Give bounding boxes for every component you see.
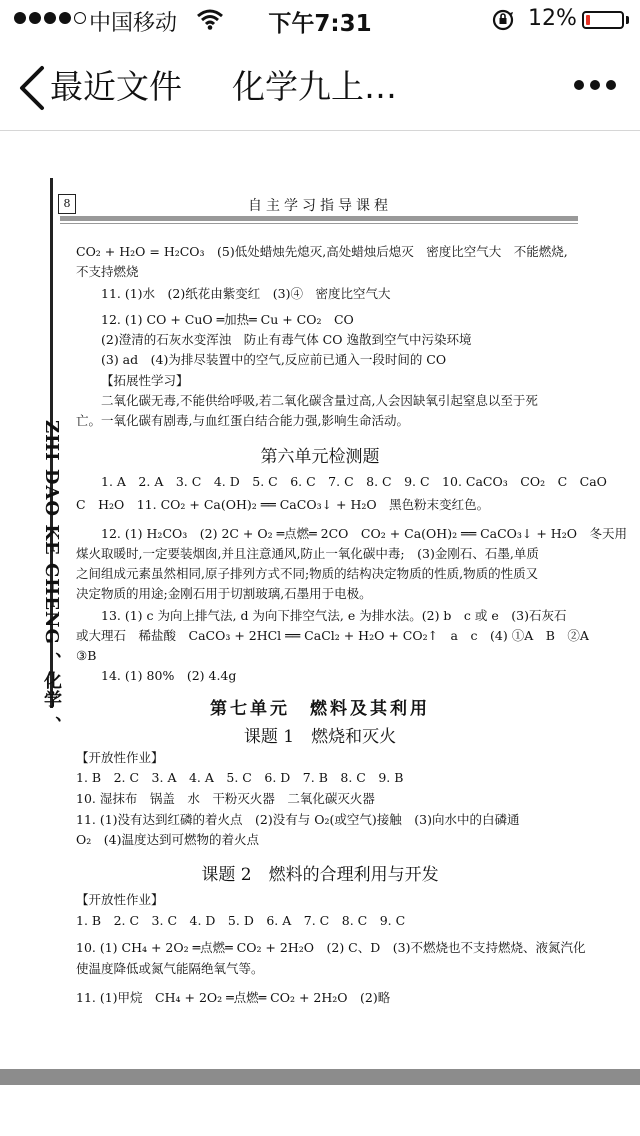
- lesson-title: 课题 1 燃烧和灭火: [243, 727, 397, 747]
- text-line: 1. A 2. A 3. C 4. D 5. C 6. C 7. C 8. C 9. C 10. CaCO₃ CO₂ C CaO: [101, 474, 607, 489]
- spine-label: ZHI DAO KE CHENG 、化学 、: [41, 420, 62, 736]
- text-line: CO₂ + H₂O = H₂CO₃ (5)低处蜡烛先熄灭,高处蜡烛后熄灭 密度比空气大 不能燃烧,: [76, 244, 568, 259]
- section-title: 第六单元检测题: [260, 447, 380, 467]
- header-rule: [60, 216, 578, 221]
- more-options-icon[interactable]: [574, 80, 616, 90]
- text-line: 11. (1)没有达到红磷的着火点 (2)没有与 O₂(或空气)接触 (3)向水中的白磷通: [76, 812, 520, 827]
- text-line: C H₂O 11. CO₂ + Ca(OH)₂ ══ CaCO₃↓ + H₂O 黑色粉末变红色。: [76, 497, 490, 512]
- text-line: 二氧化碳无毒,不能供给呼吸,若二氧化碳含量过高,人会因缺氧引起窒息以至于死: [101, 393, 538, 408]
- header-rule-thin: [60, 223, 578, 224]
- battery-icon: [582, 11, 624, 29]
- text-line: 14. (1) 80% (2) 4.4g: [101, 668, 237, 683]
- text-line: 1. B 2. C 3. A 4. A 5. C 6. D 7. B 8. C 9. B: [76, 770, 404, 785]
- bottom-scroll-bar[interactable]: [0, 1069, 640, 1085]
- text-line: 亡。一氧化碳有剧毒,与血红蛋白结合能力强,影响生命活动。: [76, 413, 409, 428]
- text-line: 1. B 2. C 3. C 4. D 5. D 6. A 7. C 8. C 9. C: [76, 913, 406, 928]
- text-line: 12. (1) CO + CuO ═加热═ Cu + CO₂ CO: [101, 312, 354, 327]
- unit-title: 第七单元 燃料及其利用: [210, 699, 430, 719]
- lesson-title: 课题 2 燃料的合理利用与开发: [201, 865, 439, 885]
- carrier-name: 中国移动: [89, 11, 178, 36]
- back-chevron-icon[interactable]: [14, 62, 54, 114]
- battery-percent: 12%: [528, 6, 577, 31]
- text-line: 11. (1)甲烷 CH₄ + 2O₂ ═点燃═ CO₂ + 2H₂O (2)略: [76, 990, 391, 1005]
- text-line: O₂ (4)温度达到可燃物的着火点: [76, 832, 259, 847]
- text-line: 不支持燃烧: [76, 264, 139, 279]
- navigation-bar: [0, 44, 640, 131]
- text-line: 使温度降低或氮气能隔绝氧气等。: [76, 961, 264, 976]
- battery-cap: [626, 16, 629, 24]
- text-line: 12. (1) H₂CO₃ (2) 2C + O₂ ═点燃═ 2CO CO₂ + Ca(OH)₂ ══ CaCO₃↓ + H₂O 冬天用: [101, 526, 627, 541]
- text-line: 10. (1) CH₄ + 2O₂ ═点燃═ CO₂ + 2H₂O (2) C、D (3)不燃烧也不支持燃烧、液氮汽化: [76, 940, 586, 955]
- text-line: ③B: [76, 648, 97, 663]
- text-line: 之间组成元素虽然相同,原子排列方式不同;物质的结构决定物质的性质,物质的性质又: [76, 566, 539, 581]
- clock: 下午7:31: [268, 11, 372, 37]
- battery-level-fill: [586, 15, 590, 25]
- text-line: 煤火取暖时,一定要装烟囱,并且注意通风,防止一氧化碳中毒; (3)金刚石、石墨,单质: [76, 546, 539, 561]
- running-header: 自主学习指导课程: [248, 198, 392, 214]
- status-bar: [0, 0, 640, 40]
- text-line: 13. (1) c 为向上排气法, d 为向下排空气法, e 为排水法。(2) b c 或 e (3)石灰石: [101, 608, 567, 623]
- rotation-lock-icon: [492, 9, 516, 31]
- text-line: 决定物质的用途;金刚石用于切割玻璃,石墨用于电极。: [76, 586, 372, 601]
- text-line: 或大理石 稀盐酸 CaCO₃ + 2HCl ══ CaCl₂ + H₂O + CO₂↑ a c (4) ①A B ②A: [76, 628, 589, 643]
- text-line: 【开放性作业】: [76, 750, 164, 765]
- back-button[interactable]: 最近文件: [50, 67, 182, 106]
- page-number: 8: [58, 194, 76, 214]
- text-line: 11. (1)水 (2)纸花由紫变红 (3)④ 密度比空气大: [101, 286, 391, 301]
- text-line: 10. 湿抹布 锅盖 水 干粉灭火器 二氧化碳灭火器: [76, 791, 375, 806]
- page-title: 化学九上…: [232, 67, 397, 106]
- text-line: 【开放性作业】: [76, 892, 164, 907]
- text-line: 【拓展性学习】: [101, 373, 189, 388]
- text-line: (3) ad (4)为排尽装置中的空气,反应前已通入一段时间的 CO: [101, 352, 447, 367]
- text-line: (2)澄清的石灰水变浑浊 防止有毒气体 CO 逸散到空气中污染环境: [101, 332, 472, 347]
